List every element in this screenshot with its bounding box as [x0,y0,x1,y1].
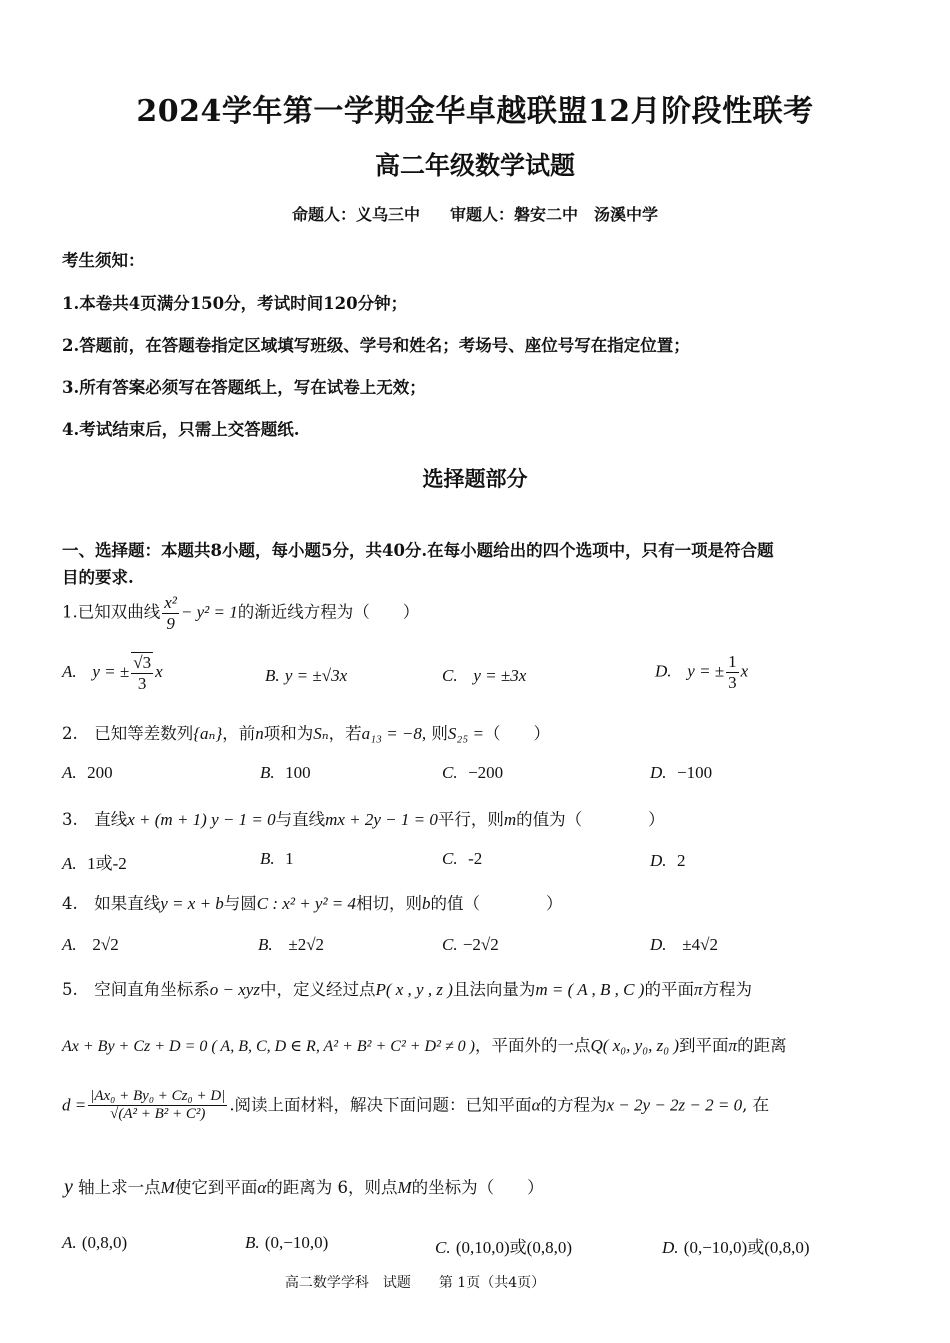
question-3-option-c[interactable]: C. -2 [442,849,483,868]
page-footer: 高二数学学科 试题 第 1页（共4页） [284,1275,546,1291]
question-2-option-a[interactable]: A. 200 [62,763,113,782]
question-3-option-b[interactable]: B. 1 [260,849,294,868]
part-instruction: 一、选择题：本题共8小题，每小题5分，共40分.在每小题给出的四个选项中，只有一项是符合题 [62,541,774,560]
question-1-option-a[interactable]: A. y = ± $\frac{√3}{3}$ x [62,653,163,693]
question-2-option-b[interactable]: B. 100 [260,763,311,782]
authors-line [0,202,950,225]
question-5-line-3: d = $\frac{\text{|Ax₀ + By₀ + Cz₀ + D|}}{\text{√(A² + B² + C²)}}$ .阅读上面材料，解决下面问题：已知平面α的方程为x − 2y − 2z − 2 = 0, 在 [62,1088,770,1123]
setter-label: 命题人：义乌三中 [291,205,420,224]
question-1-stem: 1.已知双曲线 $\frac{\text{x²}}{9}$ − y² = 1的渐近线方程为（ ） [62,593,420,633]
reviewer-label: 审题人：磐安二中 汤溪中学 [450,205,659,224]
question-2-option-d[interactable]: D. −100 [650,763,713,782]
question-5-line-2: Ax + By + Cz + D = 0 ( A, B, C, D ∈ R, A² + B² + C² + D² ≠ 0 )，平面外的一点Q( x₀, y₀, z₀ )到平面π的距离 [62,1036,787,1055]
question-3-option-d[interactable]: D. 2 [650,851,686,870]
part-instruction-cont: 目的要求. [62,568,134,587]
notice-item: 2.答题前，在答题卷指定区域填写班级、学号和姓名；考场号、座位号写在指定位置； [62,336,690,355]
question-2-option-c[interactable]: C. −200 [442,763,504,782]
notice-heading: 考生须知： [62,251,145,270]
notice-item: 3.所有答案必须写在答题纸上，写在试卷上无效； [62,378,426,397]
notice-item: 1.本卷共4页满分150分，考试时间120分钟； [62,294,408,313]
question-4-option-d[interactable]: D. ±4√2 [650,935,718,954]
exam-subtitle: 高二年级数学试题 [374,151,575,180]
question-3-stem: 3. 直线x + (m + 1) y − 1 = 0与直线mx + 2y − 1 = 0平行，则m的值为（ ） [62,810,665,829]
question-3-option-a[interactable]: A. 1或-2 [62,854,127,873]
question-1-option-b[interactable]: B. y = ±√3x [265,666,348,685]
question-5-option-c[interactable]: C. (0,10,0)或(0,8,0) [435,1238,572,1257]
question-5-option-d[interactable]: D. (0,−10,0)或(0,8,0) [662,1238,810,1257]
question-5-option-a[interactable]: A. (0,8,0) [62,1233,128,1252]
section-title: 选择题部分 [422,466,528,491]
question-1-option-c[interactable]: C. y = ±3x [442,666,527,685]
notice-item: 4.考试结束后，只需上交答题纸. [62,420,300,439]
question-2-stem: 2. 已知等差数列{aₙ}，前n项和为Sₙ，若a₁₃ = −8, 则S₂₅ =（ ） [62,724,550,743]
exam-title: 2024学年第一学期金华卓越联盟12月阶段性联考 [136,94,814,129]
question-1-option-d[interactable]: D. y = ± $\frac{1}{3}$ x [655,652,749,692]
question-4-stem: 4. 如果直线y = x + b与圆C : x² + y² = 4相切，则b的值（ ） [62,894,563,913]
question-4-option-c[interactable]: C. −2√2 [442,935,499,954]
question-4-option-b[interactable]: B. ±2√2 [258,935,325,954]
question-5-option-b[interactable]: B. (0,−10,0) [245,1233,329,1252]
question-5-line-1: 5. 空间直角坐标系o − xyz中，定义经过点P( x , y , z )且法向量为m = ( A , B , C )的平面π方程为 [62,980,752,999]
question-5-line-4: y 轴上求一点M使它到平面α的距离为 6，则点M的坐标为（ ） [64,1176,544,1198]
question-4-option-a[interactable]: A. 2√2 [62,935,119,954]
